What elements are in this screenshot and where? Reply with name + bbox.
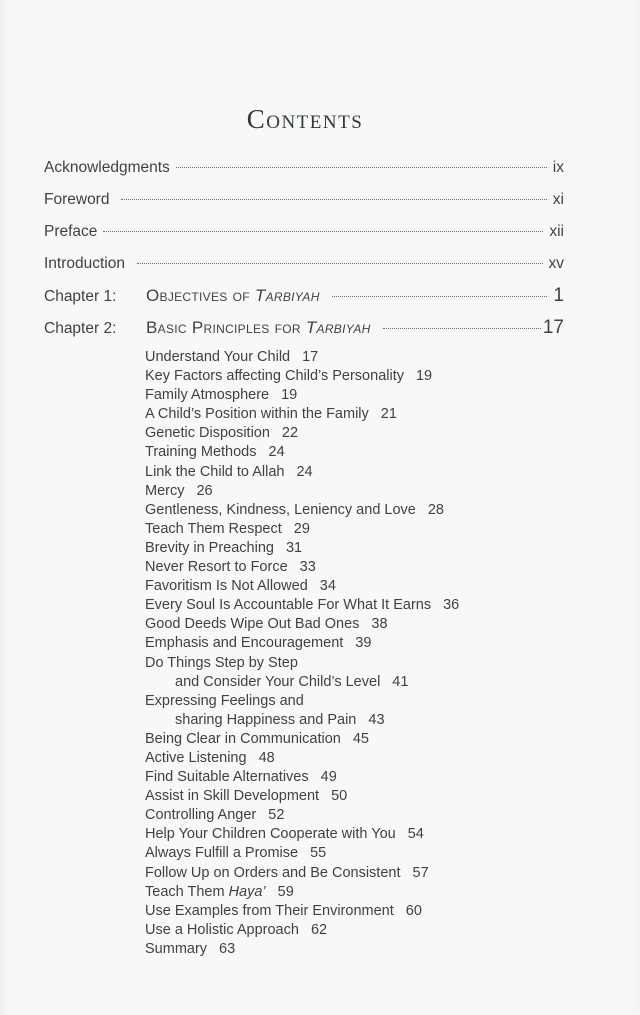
section-entry[interactable]: Mercy 26 <box>145 482 213 499</box>
section-entry[interactable]: Family Atmosphere 19 <box>145 387 298 404</box>
chapter-2-sections <box>145 348 585 959</box>
section-entry[interactable]: Brevity in Preaching 31 <box>145 539 303 556</box>
dot-leader <box>103 231 543 232</box>
dot-leader <box>121 199 546 200</box>
section-entry[interactable]: Summary 63 <box>145 940 236 957</box>
section-entry[interactable]: Teach Them Haya’ 59 <box>145 883 294 900</box>
entry-page: 17 <box>542 317 564 338</box>
section-entry[interactable]: Gentleness, Kindness, Leniency and Love 28 <box>145 501 444 518</box>
dot-leader <box>332 296 548 297</box>
section-entry[interactable]: Always Fulfill a Promise 55 <box>145 845 327 862</box>
section-entry[interactable]: Use Examples from Their Environment 60 <box>145 902 422 919</box>
section-entry[interactable]: Assist in Skill Development 50 <box>145 788 348 805</box>
section-entry[interactable]: Training Methods 24 <box>145 444 285 461</box>
chapter-title: Basic Principles for Tarbiyah <box>146 318 371 337</box>
dot-leader <box>383 328 541 329</box>
section-entry[interactable]: Use a Holistic Approach 62 <box>145 921 328 938</box>
entry-page: 1 <box>553 285 564 306</box>
section-entry[interactable]: Help Your Children Cooperate with You 54 <box>145 826 424 843</box>
section-entry[interactable]: Emphasis and Encouragement 39 <box>145 635 372 652</box>
entry-page: ix <box>552 159 564 176</box>
page-title: Contents <box>246 104 364 134</box>
toc-main-entries <box>44 156 564 348</box>
section-entry[interactable]: Teach Them Respect 29 <box>145 520 310 537</box>
section-entry[interactable]: Link the Child to Allah 24 <box>145 463 313 480</box>
section-entry[interactable]: Never Resort to Force 33 <box>145 559 316 576</box>
chapter-title: Objectives of Tarbiyah <box>146 286 320 305</box>
toc-entry-foreword[interactable] <box>44 188 564 220</box>
section-entry[interactable]: Find Suitable Alternatives 49 <box>145 769 337 786</box>
entry-label: Preface <box>44 223 98 240</box>
entry-page: xv <box>548 255 564 272</box>
toc-entry-acknowledgments[interactable] <box>44 156 564 188</box>
section-entry[interactable]: Good Deeds Wipe Out Bad Ones 38 <box>145 616 388 633</box>
section-entry[interactable]: Understand Your Child 17 <box>145 349 319 365</box>
dot-leader <box>176 167 547 168</box>
toc-entry-introduction[interactable] <box>44 252 564 284</box>
dot-leader <box>137 263 543 264</box>
entry-label: Introduction <box>44 255 125 272</box>
toc-entry-preface[interactable] <box>44 220 564 252</box>
section-entry[interactable]: Genetic Disposition 22 <box>145 425 299 442</box>
section-entry[interactable]: Active Listening 48 <box>145 749 275 766</box>
entry-page: xii <box>549 223 564 240</box>
section-entry[interactable]: Every Soul Is Accountable For What It Earns 36 <box>145 597 460 614</box>
section-entry-continued[interactable]: sharing Happiness and Pain 43 <box>175 711 385 728</box>
chapter-number: Chapter 2: <box>44 320 117 337</box>
section-entry[interactable]: Follow Up on Orders and Be Consistent 57 <box>145 864 429 881</box>
section-entry[interactable]: Do Things Step by Step <box>145 654 298 671</box>
toc-entry-chapter-1[interactable] <box>44 284 564 316</box>
section-entry[interactable]: Being Clear in Communication 45 <box>145 730 369 747</box>
section-entry[interactable]: Controlling Anger 52 <box>145 807 285 824</box>
chapter-number: Chapter 1: <box>44 288 117 305</box>
toc-entry-chapter-2[interactable] <box>44 316 564 348</box>
entry-label: Foreword <box>44 191 110 208</box>
section-entry[interactable]: Favoritism Is Not Allowed 34 <box>145 578 336 595</box>
entry-page: xi <box>552 191 564 208</box>
section-entry[interactable]: A Child’s Position within the Family 21 <box>145 406 397 423</box>
section-entry-continued[interactable]: and Consider Your Child’s Level 41 <box>175 673 409 690</box>
section-entry[interactable]: Key Factors affecting Child’s Personality 19 <box>145 368 433 385</box>
entry-label: Acknowledgments <box>44 159 170 176</box>
section-entry[interactable]: Expressing Feelings and <box>145 692 304 709</box>
